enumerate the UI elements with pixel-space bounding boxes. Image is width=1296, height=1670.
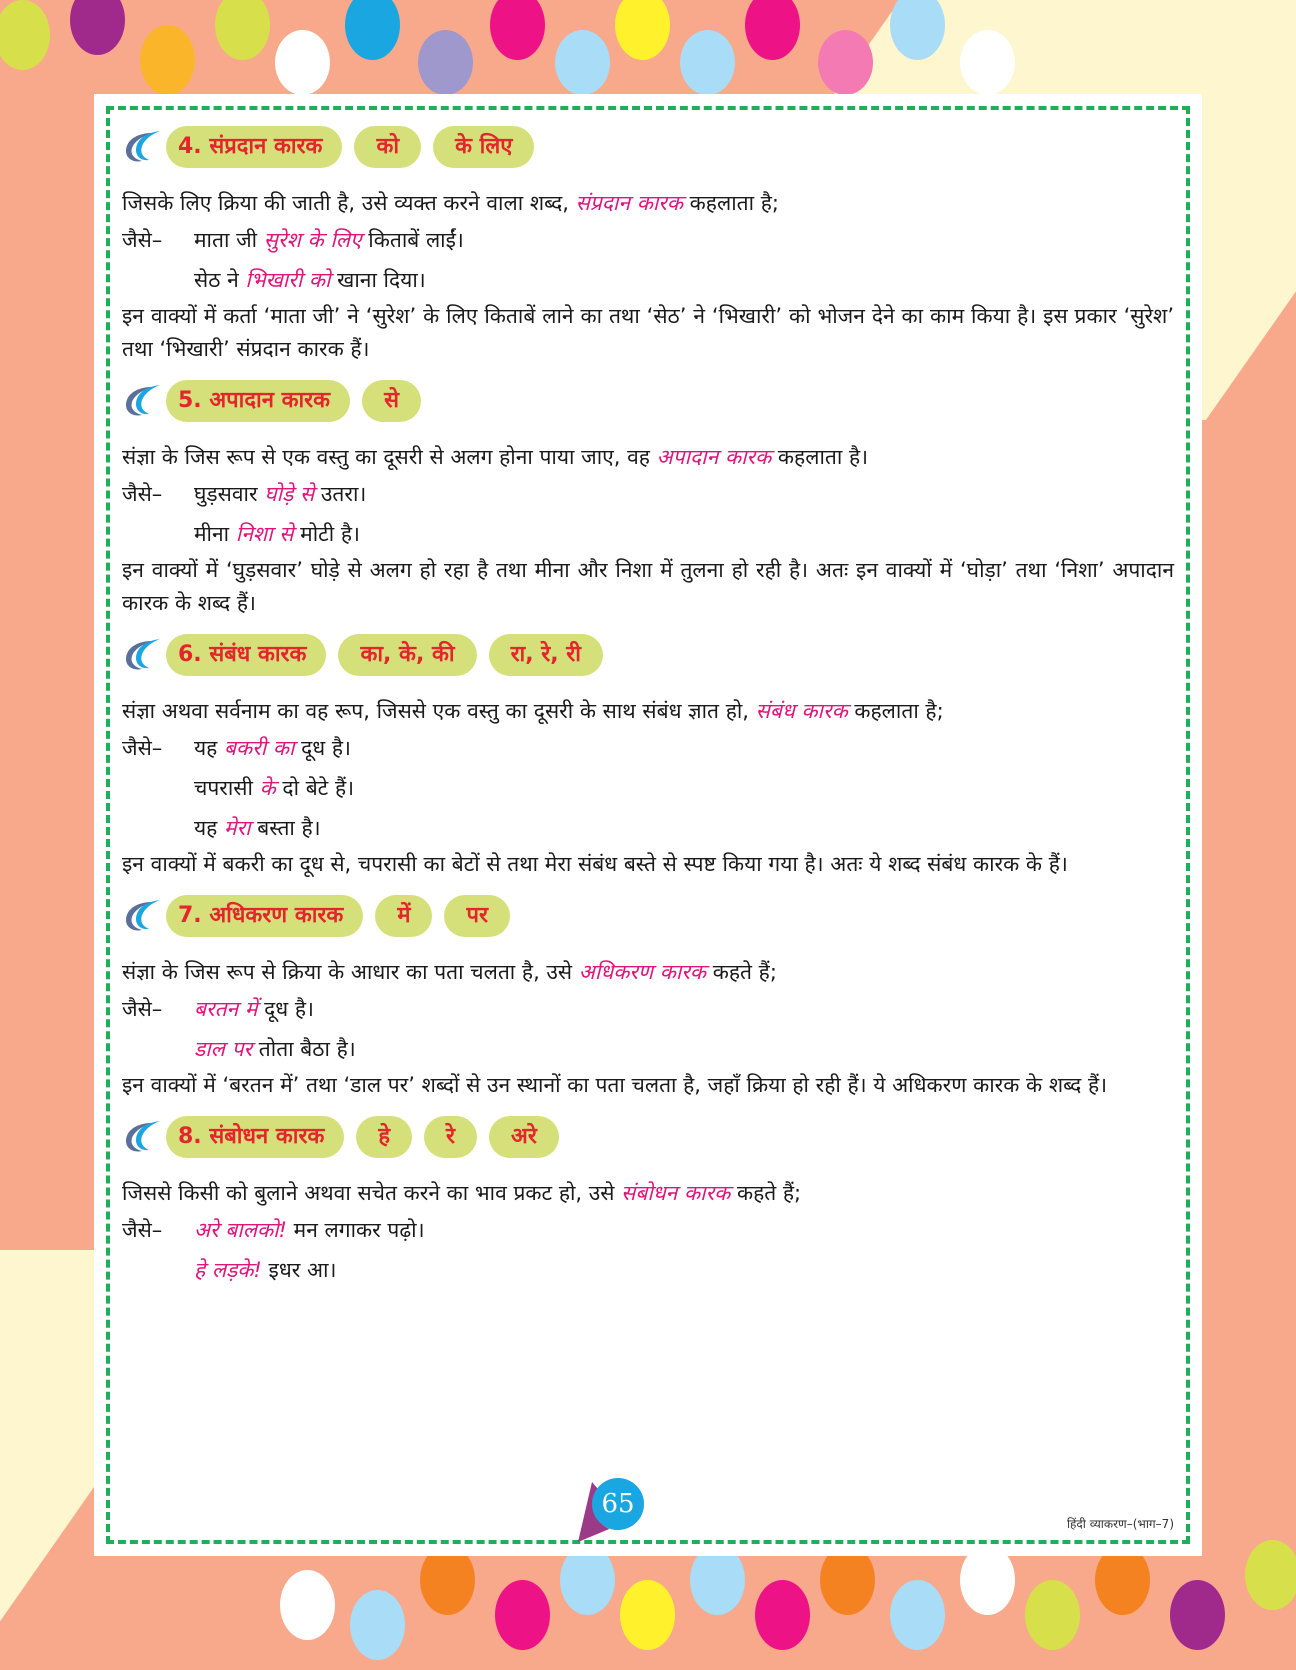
example-sentence bbox=[122, 808, 1174, 848]
example-text bbox=[194, 989, 314, 1029]
content-body bbox=[122, 122, 1174, 1300]
example-suffix: दूध है। bbox=[294, 736, 351, 760]
example-suffix: मन लगाकर पढ़ो। bbox=[286, 1218, 425, 1242]
example-highlight: अरे बालको! bbox=[194, 1218, 287, 1242]
example-indent bbox=[122, 768, 194, 808]
example-indent bbox=[122, 808, 194, 848]
example-highlight: बकरी का bbox=[224, 736, 295, 760]
example-sentence bbox=[122, 1250, 1174, 1290]
definition-term: संप्रदान कारक bbox=[575, 191, 683, 215]
definition-after: कहते हैं; bbox=[730, 1181, 802, 1205]
karak-section bbox=[122, 630, 1174, 891]
example-text bbox=[194, 260, 426, 300]
definition-before: संज्ञा अथवा सर्वनाम का वह रूप, जिससे एक वस्तु का दूसरी के साथ संबंध ज्ञात हो, bbox=[122, 699, 756, 723]
example-label: जैसे– bbox=[122, 997, 163, 1021]
karak-section bbox=[122, 891, 1174, 1112]
content-page bbox=[94, 94, 1202, 1556]
example-sentence bbox=[122, 260, 1174, 300]
example-text bbox=[194, 728, 351, 768]
explanation-paragraph: इन वाक्यों में बकरी का दूध से, चपरासी का बेटों से तथा मेरा संबंध बस्ते से स्पष्ट किया गया है। अतः ये शब्द संबंध कारक के हैं। bbox=[122, 852, 1068, 876]
definition-text bbox=[122, 1176, 1174, 1210]
example-highlight: के bbox=[259, 776, 276, 800]
example-sentence bbox=[122, 474, 1174, 514]
section-title-pill: 8. संबोधन कारक bbox=[166, 1116, 344, 1158]
definition-before: संज्ञा के जिस रूप से एक वस्तु का दूसरी से अलग होना पाया जाए, वह bbox=[122, 445, 657, 469]
definition-text bbox=[122, 440, 1174, 474]
page-number: 65 bbox=[592, 1478, 644, 1530]
example-highlight: घोड़े से bbox=[264, 482, 315, 506]
section-heading bbox=[122, 630, 1174, 680]
definition-text bbox=[122, 694, 1174, 728]
section-gap bbox=[122, 881, 1174, 891]
example-text bbox=[194, 1250, 336, 1290]
example-prefix: यह bbox=[194, 736, 225, 760]
definition-term: अधिकरण कारक bbox=[578, 960, 707, 984]
karak-section bbox=[122, 376, 1174, 630]
example-suffix: खाना दिया। bbox=[330, 268, 426, 292]
example-highlight: हे लड़के! bbox=[194, 1258, 262, 1282]
definition-term: अपादान कारक bbox=[656, 445, 772, 469]
example-sentence bbox=[122, 220, 1174, 260]
example-suffix: बस्ता है। bbox=[250, 816, 321, 840]
example-sentence bbox=[122, 768, 1174, 808]
example-prefix: माता जी bbox=[194, 228, 264, 252]
example-prefix: चपरासी bbox=[194, 776, 260, 800]
vibhakti-pill: हे bbox=[356, 1116, 412, 1158]
definition-after: कहते हैं; bbox=[706, 960, 777, 984]
example-suffix: उतरा। bbox=[314, 482, 367, 506]
karak-section bbox=[122, 1112, 1174, 1300]
definition-text bbox=[122, 186, 1174, 220]
section-gap bbox=[122, 1290, 1174, 1300]
explanation-paragraph: इन वाक्यों में ‘बरतन में’ तथा ‘डाल पर’ शब्दों से उन स्थानों का पता चलता है, जहाँ क्रिया हो रही हैं। ये अधिकरण कारक के शब्द हैं। bbox=[122, 1073, 1108, 1097]
example-indent bbox=[122, 1029, 194, 1069]
section-heading bbox=[122, 376, 1174, 426]
vibhakti-pill: रे bbox=[424, 1116, 477, 1158]
example-highlight: बरतन में bbox=[194, 997, 258, 1021]
definition-after: कहलाता है; bbox=[683, 191, 779, 215]
example-suffix: तोता बैठा है। bbox=[252, 1037, 356, 1061]
definition-before: संज्ञा के जिस रूप से क्रिया के आधार का पता चलता है, उसे bbox=[122, 960, 579, 984]
vibhakti-pill: अरे bbox=[489, 1116, 559, 1158]
section-heading bbox=[122, 122, 1174, 172]
example-prefix: घुड़सवार bbox=[194, 482, 265, 506]
section-gap bbox=[122, 366, 1174, 376]
example-sentence bbox=[122, 989, 1174, 1029]
example-sentence bbox=[122, 728, 1174, 768]
example-text bbox=[194, 514, 360, 554]
example-highlight: मेरा bbox=[224, 816, 251, 840]
example-highlight: निशा से bbox=[235, 522, 294, 546]
example-text bbox=[194, 768, 354, 808]
example-prefix: मीना bbox=[194, 522, 236, 546]
example-highlight: भिखारी को bbox=[245, 268, 331, 292]
definition-before: जिससे किसी को बुलाने अथवा सचेत करने का भाव प्रकट हो, उसे bbox=[122, 1181, 622, 1205]
vibhakti-pill: रा, रे, री bbox=[489, 634, 603, 676]
section-title-pill: 4. संप्रदान कारक bbox=[166, 126, 342, 168]
section-heading bbox=[122, 1112, 1174, 1162]
example-suffix: दो बेटे हैं। bbox=[275, 776, 355, 800]
example-text bbox=[194, 474, 366, 514]
example-suffix: इधर आ। bbox=[261, 1258, 337, 1282]
definition-after: कहलाता है; bbox=[847, 699, 944, 723]
definition-text bbox=[122, 955, 1174, 989]
example-prefix: यह bbox=[194, 816, 225, 840]
example-suffix: किताबें लाईं। bbox=[361, 228, 464, 252]
section-title-pill: 5. अपादान कारक bbox=[166, 380, 350, 422]
example-indent bbox=[122, 514, 194, 554]
example-prefix: सेठ ने bbox=[194, 268, 246, 292]
definition-after: कहलाता है। bbox=[771, 445, 869, 469]
example-highlight: डाल पर bbox=[194, 1037, 253, 1061]
example-suffix: मोटी है। bbox=[293, 522, 360, 546]
vibhakti-pill: में bbox=[375, 895, 432, 937]
example-highlight: सुरेश के लिए bbox=[263, 228, 362, 252]
footer-book-title: हिंदी व्याकरण–(भाग–7) bbox=[1066, 1517, 1174, 1531]
example-indent bbox=[122, 260, 194, 300]
example-text bbox=[194, 1029, 356, 1069]
section-heading bbox=[122, 891, 1174, 941]
example-indent bbox=[122, 1250, 194, 1290]
section-gap bbox=[122, 620, 1174, 630]
section-title-pill: 7. अधिकरण कारक bbox=[166, 895, 363, 937]
explanation-paragraph: इन वाक्यों में ‘घुड़सवार’ घोड़े से अलग हो रहा है तथा मीना और निशा में तुलना हो रही है। अतः इन वाक्यों में ‘घोड़ा’ तथा ‘निशा’ अपादान कारक के शब्द हैं। bbox=[122, 558, 1174, 615]
definition-before: जिसके लिए क्रिया की जाती है, उसे व्यक्त करने वाला शब्द, bbox=[122, 191, 576, 215]
definition-term: संबोधन कारक bbox=[621, 1181, 731, 1205]
vibhakti-pill: का, के, की bbox=[338, 634, 476, 676]
example-sentence bbox=[122, 514, 1174, 554]
vibhakti-pill: से bbox=[362, 380, 421, 422]
vibhakti-pill: के लिए bbox=[433, 126, 534, 168]
example-suffix: दूध है। bbox=[257, 997, 314, 1021]
example-label: जैसे– bbox=[122, 1218, 163, 1242]
example-label: जैसे– bbox=[122, 228, 163, 252]
section-gap bbox=[122, 1102, 1174, 1112]
example-label: जैसे– bbox=[122, 736, 163, 760]
karak-section bbox=[122, 122, 1174, 376]
example-label: जैसे– bbox=[122, 482, 163, 506]
example-text bbox=[194, 220, 464, 260]
explanation-paragraph: इन वाक्यों में कर्ता ‘माता जी’ ने ‘सुरेश’ के लिए किताबें लाने का तथा ‘सेठ’ ने ‘भिखारी’ को भोजन देने का काम किया है। इस प्रकार ‘सुरेश’ तथा ‘भिखारी’ संप्रदान कारक हैं। bbox=[122, 304, 1174, 361]
example-sentence bbox=[122, 1029, 1174, 1069]
example-text bbox=[194, 1210, 425, 1250]
example-sentence bbox=[122, 1210, 1174, 1250]
vibhakti-pill: पर bbox=[444, 895, 510, 937]
definition-term: संबंध कारक bbox=[755, 699, 848, 723]
section-title-pill: 6. संबंध कारक bbox=[166, 634, 326, 676]
vibhakti-pill: को bbox=[354, 126, 421, 168]
example-text bbox=[194, 808, 321, 848]
